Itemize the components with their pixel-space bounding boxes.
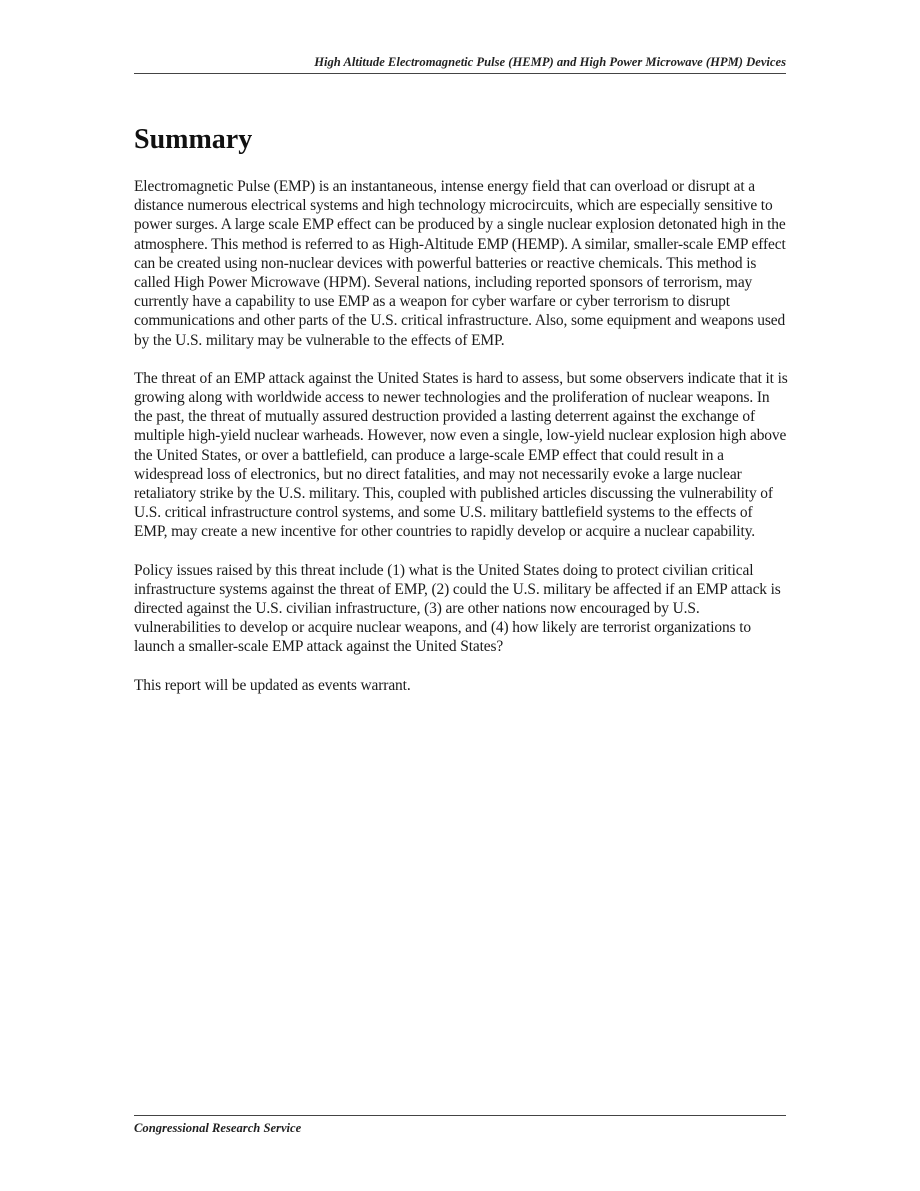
summary-paragraph: The threat of an EMP attack against the United States is hard to assess, but some observers indicate that it is growing along with worldwide access to newer technologies and the proliferation of nuclear weapons. In the past, the threat of mutually assured destruction provided a lasting deterrent against the exchange of multiple high-yield nuclear warheads. However, now even a single, low-yield nuclear explosion high above the United States, or over a battlefield, can produce a large-scale EMP effect that could result in a widespread loss of electronics, but no direct fatalities, and may not necessarily evoke a large nuclear retaliatory strike by the U.S. military. This, coupled with published articles discussing the vulnerability of U.S. critical infrastructure control systems, and some U.S. military battlefield systems to the effects of EMP, may create a new incentive for other countries to rapidly develop or acquire a nuclear capability. [134,369,788,541]
summary-paragraph: Electromagnetic Pulse (EMP) is an instantaneous, intense energy field that can overload or disrupt at a distance numerous electrical systems and high technology microcircuits, which are especially sensitive to power surges. A large scale EMP effect can be produced by a single nuclear explosion detonated high in the atmosphere. This method is referred to as High-Altitude EMP (HEMP). A similar, smaller-scale EMP effect can be created using non-nuclear devices with powerful batteries or reactive chemicals. This method is called High Power Microwave (HPM). Several nations, including reported sponsors of terrorism, may currently have a capability to use EMP as a weapon for cyber warfare or cyber terrorism to disrupt communications and other parts of the U.S. critical infrastructure. Also, some equipment and weapons used by the U.S. military may be vulnerable to the effects of EMP. [134,178,786,349]
page-title: Summary [134,124,253,155]
running-header-title: High Altitude Electromagnetic Pulse (HEMP) and High Power Microwave (HPM) Devices [314,55,786,69]
summary-paragraph: This report will be updated as events warrant. [134,676,411,694]
running-header [134,54,786,74]
page-footer [134,1115,786,1136]
summary-body [134,177,788,714]
summary-paragraph: Policy issues raised by this threat include (1) what is the United States doing to protect civilian critical infrastructure systems against the threat of EMP, (2) could the U.S. military be affected if an EMP attack is directed against the U.S. civilian infrastructure, (3) are other nations now encouraged by U.S. vulnerabilities to develop or acquire nuclear weapons, and (4) how likely are terrorist organizations to launch a smaller-scale EMP attack against the United States? [134,561,781,656]
footer-organization: Congressional Research Service [134,1121,302,1135]
